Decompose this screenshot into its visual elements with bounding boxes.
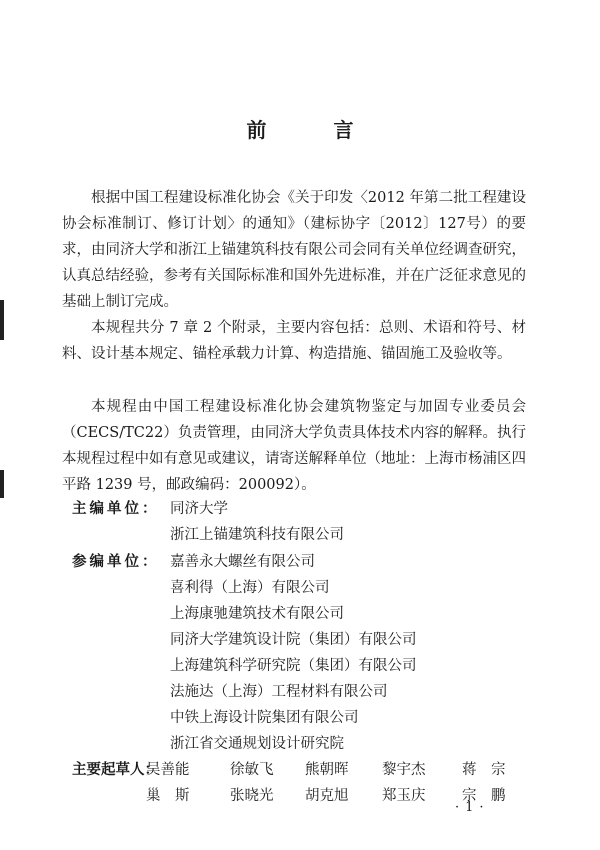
chief-units-row — [62, 496, 532, 522]
page-title: 前 言 — [246, 118, 384, 142]
participating-units-row — [62, 653, 532, 679]
participating-unit: 上海康驰建筑技术有限公司 — [170, 606, 344, 622]
participating-units-row — [62, 731, 532, 757]
participating-unit: 喜利得（上海）有限公司 — [170, 580, 330, 596]
drafter-name: 胡克旭 — [305, 788, 349, 804]
participating-units-label: 参编单位： — [72, 554, 160, 570]
participating-units-row — [62, 627, 532, 653]
participating-units-row — [62, 549, 532, 575]
drafter-name: 吴善能 — [146, 762, 190, 778]
paragraph-1: 根据中国工程建设标准化协会《关于印发〈2012 年第二批工程建设协会标准制订、修订计划〉的通知》（建标协字〔2012〕127号）的要求，由同济大学和浙江上锚建筑科技有限公司会同有关单位经调查研究，认真总结经验，参考有关国际标准和国外先进标准，并在广泛征求意见的基础上制订完成。 — [62, 190, 526, 310]
participating-units-row — [62, 679, 532, 705]
participating-unit: 法施达（上海）工程材料有限公司 — [170, 684, 388, 700]
participating-unit: 中铁上海设计院集团有限公司 — [170, 710, 359, 726]
drafter-name: 蒋 宗 — [462, 762, 506, 778]
participating-unit: 同济大学建筑设计院（集团）有限公司 — [170, 632, 417, 648]
scan-edge-mark — [0, 300, 4, 340]
participating-units-row — [62, 601, 532, 627]
participating-unit: 浙江省交通规划设计研究院 — [170, 736, 344, 752]
drafter-name: 黎宇杰 — [382, 762, 426, 778]
paragraph-2: 本规程共分 7 章 2 个附录，主要内容包括：总则、术语和符号、材料、设计基本规定、锚栓承载力计算、构造措施、锚固施工及验收等。 — [62, 320, 526, 362]
participating-units-row — [62, 705, 532, 731]
scan-edge-mark — [0, 470, 4, 498]
drafter-name: 张晓光 — [230, 788, 274, 804]
drafter-name: 巢 斯 — [146, 788, 190, 804]
drafter-name: 郑玉庆 — [382, 788, 426, 804]
drafters-row — [62, 757, 532, 783]
paragraph-3: 本规程由中国工程建设标准化协会建筑物鉴定与加固专业委员会（CECS/TC22）负责管理，由同济大学负责具体技术内容的解释。执行本规程过程中如有意见或建议，请寄送解释单位（地址：上海市杨浦区四平路 1239 号，邮政编码：200092）。 — [62, 399, 526, 493]
drafter-name: 宗 鹏 — [462, 788, 506, 804]
chief-unit: 同济大学 — [170, 501, 228, 517]
chief-units-row — [62, 522, 532, 548]
drafter-name: 徐敏飞 — [230, 762, 274, 778]
participating-units-row — [62, 575, 532, 601]
page-number: ·1· — [455, 800, 490, 815]
participating-unit: 上海建筑科学研究院（集团）有限公司 — [170, 658, 417, 674]
chief-units-label: 主编单位： — [72, 501, 160, 517]
chief-unit: 浙江上锚建筑科技有限公司 — [170, 527, 344, 543]
participating-unit: 嘉善永大螺丝有限公司 — [170, 554, 315, 570]
drafter-name: 熊朝晖 — [305, 762, 349, 778]
drafters-label: 主要起草人： — [72, 762, 159, 778]
